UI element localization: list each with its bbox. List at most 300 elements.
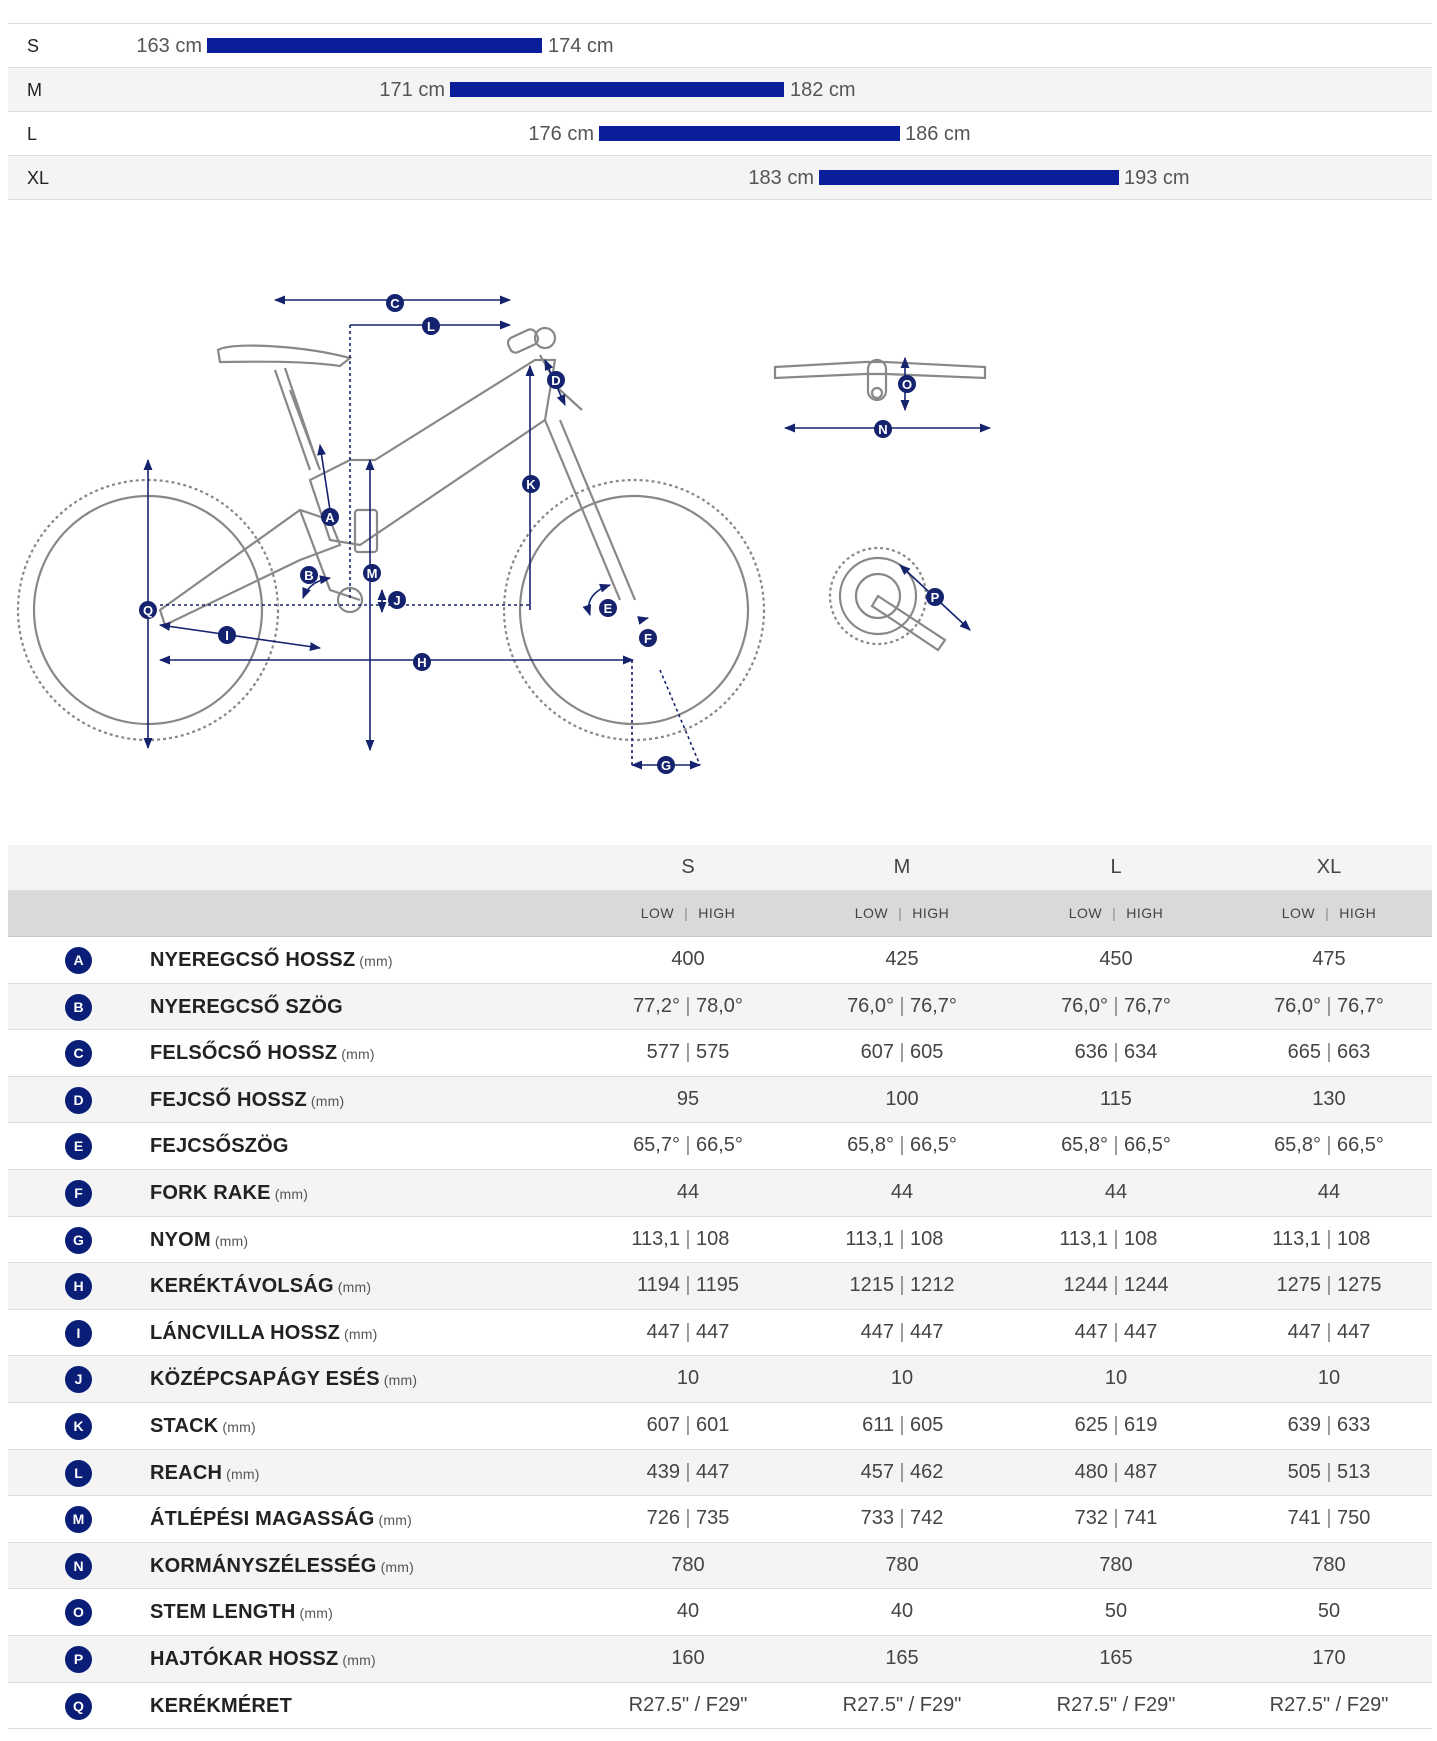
row-key-badge: C bbox=[65, 1040, 92, 1067]
single-value: 475 bbox=[1312, 948, 1346, 970]
low-value: 76,0° bbox=[1061, 994, 1108, 1017]
table-cell bbox=[796, 1030, 1008, 1075]
separator: | bbox=[1113, 1320, 1119, 1343]
high-value: 447 bbox=[696, 1320, 730, 1343]
svg-text:F: F bbox=[644, 631, 652, 646]
parameter-label: KORMÁNYSZÉLESSÉG bbox=[150, 1554, 377, 1577]
low-value: 457 bbox=[860, 1460, 894, 1483]
svg-text:J: J bbox=[393, 593, 401, 608]
row-key-badge: B bbox=[65, 994, 92, 1021]
parameter-name bbox=[150, 1089, 344, 1112]
row-key-badge: O bbox=[65, 1599, 92, 1626]
parameter-unit: (mm) bbox=[214, 1232, 249, 1249]
single-value: 100 bbox=[885, 1087, 919, 1110]
table-row bbox=[8, 1403, 1432, 1450]
table-low-high-header: LOW | HIGH LOW | HIGH LOW | HIGH LOW | HIGH bbox=[8, 891, 1432, 937]
parameter-label: KERÉKTÁVOLSÁG bbox=[150, 1275, 334, 1298]
single-value: 780 bbox=[1312, 1553, 1346, 1576]
row-key-badge: E bbox=[65, 1133, 92, 1160]
low-value: 65,7° bbox=[633, 1134, 680, 1157]
single-value: 400 bbox=[671, 948, 705, 970]
size-label: L bbox=[27, 124, 38, 144]
low-value: 577 bbox=[646, 1041, 680, 1064]
low-value: 113,1 bbox=[631, 1227, 680, 1250]
svg-text:B: B bbox=[304, 568, 314, 583]
low-value: 439 bbox=[646, 1460, 680, 1483]
badge-p bbox=[926, 588, 944, 606]
high-value: 462 bbox=[910, 1460, 944, 1483]
table-cell bbox=[582, 1589, 794, 1634]
row-key-badge: Q bbox=[65, 1693, 92, 1720]
parameter-name bbox=[150, 1229, 248, 1252]
table-row bbox=[8, 1683, 1432, 1730]
single-value: 44 bbox=[676, 1180, 700, 1203]
single-value: 95 bbox=[676, 1087, 700, 1110]
parameter-label: LÁNCVILLA HOSSZ bbox=[150, 1321, 341, 1344]
low-value: 625 bbox=[1074, 1413, 1108, 1436]
low-value: 447 bbox=[1287, 1320, 1321, 1343]
parameter-label: STACK bbox=[150, 1414, 219, 1437]
low-value: 639 bbox=[1287, 1413, 1321, 1436]
svg-text:L: L bbox=[427, 319, 435, 334]
parameter-label: FORK RAKE bbox=[150, 1181, 271, 1204]
parameter-label: FEJCSŐ HOSSZ bbox=[150, 1088, 307, 1111]
parameter-unit: (mm) bbox=[226, 1465, 260, 1482]
height-range-bar bbox=[207, 38, 542, 53]
size-row-l bbox=[8, 112, 1432, 156]
table-cell bbox=[796, 1356, 1008, 1401]
table-size-header bbox=[8, 845, 1432, 891]
badge-d bbox=[547, 371, 565, 389]
badge-b bbox=[300, 566, 318, 584]
high-value: 575 bbox=[696, 1041, 730, 1064]
size-header-xl: XL bbox=[1316, 856, 1342, 878]
table-cell bbox=[1010, 1450, 1222, 1495]
row-key-badge: F bbox=[65, 1180, 92, 1207]
table-cell bbox=[582, 1636, 794, 1681]
table-row bbox=[8, 1543, 1432, 1590]
badge-g bbox=[657, 756, 675, 774]
table-cell bbox=[796, 1496, 1008, 1541]
low-value: 113,1 bbox=[1272, 1227, 1321, 1250]
table-row bbox=[8, 1170, 1432, 1217]
high-value: 1195 bbox=[696, 1274, 740, 1297]
high-value: 108 bbox=[1124, 1227, 1158, 1250]
parameter-unit: (mm) bbox=[383, 1372, 418, 1389]
parameter-label: NYEREGCSŐ HOSSZ bbox=[150, 949, 356, 971]
separator: | bbox=[685, 1460, 691, 1483]
table-row bbox=[8, 1636, 1432, 1683]
separator: | bbox=[1326, 1134, 1332, 1157]
height-range-bar bbox=[819, 170, 1119, 185]
table-row bbox=[8, 1356, 1432, 1403]
high-value: 741 bbox=[1124, 1507, 1158, 1530]
parameter-name bbox=[150, 949, 393, 972]
separator: | bbox=[685, 1134, 691, 1157]
row-key-badge: L bbox=[65, 1460, 92, 1487]
low-value: 607 bbox=[860, 1041, 894, 1064]
high-value: 619 bbox=[1124, 1413, 1158, 1436]
low-value: 76,0° bbox=[1274, 994, 1321, 1017]
high-value: 108 bbox=[910, 1227, 944, 1250]
parameter-name bbox=[150, 1695, 292, 1718]
separator: | bbox=[685, 1227, 691, 1250]
row-key-badge: J bbox=[65, 1366, 92, 1393]
height-max: 182 cm bbox=[790, 79, 856, 101]
single-value: 40 bbox=[890, 1600, 914, 1623]
low-value: 726 bbox=[646, 1507, 680, 1530]
high-value: 108 bbox=[696, 1227, 730, 1250]
single-value: R27.5" / F29" bbox=[628, 1693, 748, 1716]
parameter-unit: (mm) bbox=[359, 953, 393, 969]
high-value: 447 bbox=[696, 1460, 730, 1483]
table-cell bbox=[796, 1636, 1008, 1681]
badge-e bbox=[599, 599, 617, 617]
high-value: 66,5° bbox=[1337, 1134, 1384, 1157]
table-cell bbox=[1223, 1310, 1435, 1355]
table-row bbox=[8, 1310, 1432, 1357]
main-frame bbox=[310, 360, 555, 545]
high-value: 76,7° bbox=[1337, 994, 1384, 1017]
table-row bbox=[8, 1589, 1432, 1636]
separator: | bbox=[1326, 1041, 1332, 1064]
table-body bbox=[8, 937, 1432, 1729]
separator: | bbox=[1113, 1134, 1119, 1157]
table-cell bbox=[1223, 1543, 1435, 1588]
svg-text:M: M bbox=[366, 566, 378, 581]
low-value: 741 bbox=[1287, 1507, 1321, 1530]
table-cell bbox=[1010, 1636, 1222, 1681]
table-cell bbox=[582, 1263, 794, 1308]
row-key-badge: A bbox=[65, 947, 92, 974]
low-value: 732 bbox=[1074, 1507, 1108, 1530]
high-value: 750 bbox=[1337, 1507, 1371, 1530]
saddle bbox=[218, 346, 350, 366]
separator: | bbox=[1326, 1227, 1332, 1250]
high-value: 735 bbox=[696, 1507, 730, 1530]
table-cell bbox=[1223, 1403, 1435, 1448]
separator: | bbox=[1326, 1320, 1332, 1343]
row-key-badge: D bbox=[65, 1087, 92, 1114]
row-key-badge: G bbox=[65, 1227, 92, 1254]
parameter-label: NYOM bbox=[150, 1228, 211, 1251]
table-cell bbox=[582, 1310, 794, 1355]
parameter-name bbox=[150, 1042, 375, 1065]
table-cell bbox=[1223, 1263, 1435, 1308]
table-cell bbox=[1223, 1683, 1435, 1728]
separator: | bbox=[899, 1507, 905, 1530]
bike-geometry-diagram bbox=[0, 250, 1437, 820]
parameter-label: REACH bbox=[150, 1461, 223, 1484]
parameter-unit: (mm) bbox=[344, 1325, 378, 1342]
low-value: 65,8° bbox=[1061, 1134, 1108, 1157]
parameter-label: KÖZÉPCSAPÁGY ESÉS bbox=[150, 1368, 380, 1391]
low-value: 113,1 bbox=[1059, 1227, 1108, 1250]
single-value: 130 bbox=[1312, 1087, 1346, 1110]
parameter-name bbox=[150, 1275, 371, 1298]
table-row bbox=[8, 984, 1432, 1031]
bike-outline bbox=[18, 327, 985, 740]
low-value: 113,1 bbox=[845, 1227, 894, 1250]
low-value: 447 bbox=[1074, 1320, 1108, 1343]
low-value: 636 bbox=[1074, 1041, 1108, 1064]
separator: | bbox=[1113, 1460, 1119, 1483]
table-cell bbox=[582, 1450, 794, 1495]
rider-height-chart bbox=[8, 23, 1432, 200]
low-value: 607 bbox=[646, 1413, 680, 1436]
row-key-badge: P bbox=[65, 1646, 92, 1673]
low-value: 76,0° bbox=[847, 994, 894, 1017]
separator: | bbox=[899, 1134, 905, 1157]
single-value: 50 bbox=[1317, 1600, 1341, 1623]
single-value: 50 bbox=[1104, 1600, 1128, 1623]
table-cell bbox=[582, 1217, 794, 1262]
single-value: 40 bbox=[676, 1600, 700, 1623]
table-cell bbox=[796, 1123, 1008, 1168]
separator: | bbox=[1326, 1274, 1332, 1297]
low-value: 1244 bbox=[1063, 1274, 1108, 1297]
separator: | bbox=[1113, 1507, 1119, 1530]
low-value: 65,8° bbox=[1274, 1134, 1321, 1157]
table-cell bbox=[1010, 984, 1222, 1029]
size-label: XL bbox=[27, 168, 50, 188]
badge-j bbox=[388, 591, 406, 609]
table-row bbox=[8, 937, 1432, 984]
size-row-m bbox=[8, 68, 1432, 112]
table-cell bbox=[1010, 1496, 1222, 1541]
parameter-name bbox=[150, 1368, 417, 1391]
separator: | bbox=[899, 994, 905, 1017]
single-value: 450 bbox=[1099, 948, 1133, 970]
table-cell bbox=[1223, 937, 1435, 982]
low-value: 447 bbox=[860, 1320, 894, 1343]
table-cell bbox=[1010, 1263, 1222, 1308]
high-value: 78,0° bbox=[696, 994, 743, 1017]
high-value: 601 bbox=[696, 1413, 730, 1436]
height-max: 186 cm bbox=[905, 123, 971, 145]
single-value: 170 bbox=[1312, 1646, 1346, 1669]
table-cell bbox=[1010, 1030, 1222, 1075]
parameter-unit: (mm) bbox=[222, 1418, 256, 1435]
parameter-unit: (mm) bbox=[378, 1512, 412, 1529]
high-value: 513 bbox=[1337, 1460, 1371, 1483]
high-value: 1212 bbox=[910, 1274, 955, 1297]
table-cell bbox=[582, 1077, 794, 1122]
low-value: 1215 bbox=[849, 1274, 894, 1297]
low-value: 1194 bbox=[636, 1274, 680, 1297]
separator: | bbox=[1326, 1413, 1332, 1436]
row-key-badge: N bbox=[65, 1553, 92, 1580]
high-value: 742 bbox=[910, 1507, 944, 1530]
badge-q bbox=[139, 601, 157, 619]
size-header-l: L bbox=[1110, 856, 1122, 878]
low-value: 611 bbox=[862, 1413, 894, 1436]
single-value: R27.5" / F29" bbox=[1056, 1693, 1176, 1716]
table-cell bbox=[1223, 1356, 1435, 1401]
table-cell bbox=[582, 1543, 794, 1588]
parameter-label: STEM LENGTH bbox=[150, 1601, 296, 1624]
table-row bbox=[8, 1263, 1432, 1310]
low-value: 77,2° bbox=[633, 994, 680, 1017]
svg-text:D: D bbox=[551, 373, 561, 388]
single-value: 780 bbox=[885, 1553, 919, 1576]
size-row-s bbox=[8, 23, 1432, 68]
single-value: 10 bbox=[676, 1367, 700, 1390]
low-value: 480 bbox=[1074, 1460, 1108, 1483]
single-value: R27.5" / F29" bbox=[1269, 1693, 1389, 1716]
height-min: 171 cm bbox=[379, 79, 445, 101]
height-min: 176 cm bbox=[528, 123, 594, 145]
badge-m bbox=[363, 564, 381, 582]
svg-text:I: I bbox=[225, 628, 229, 643]
high-value: 1244 bbox=[1124, 1274, 1169, 1297]
height-max: 174 cm bbox=[548, 35, 614, 57]
low-value: 1275 bbox=[1276, 1274, 1321, 1297]
high-value: 66,5° bbox=[696, 1134, 743, 1157]
low-value: 505 bbox=[1287, 1460, 1321, 1483]
table-cell bbox=[1223, 1636, 1435, 1681]
parameter-label: KERÉKMÉRET bbox=[150, 1694, 293, 1717]
badge-o bbox=[898, 375, 916, 393]
table-cell bbox=[796, 1170, 1008, 1215]
high-value: 605 bbox=[910, 1041, 944, 1064]
table-row bbox=[8, 1217, 1432, 1264]
table-cell bbox=[796, 1683, 1008, 1728]
separator: | bbox=[685, 1320, 691, 1343]
geometry-table bbox=[8, 845, 1432, 1729]
table-row bbox=[8, 1450, 1432, 1497]
table-cell bbox=[796, 1310, 1008, 1355]
high-value: 76,7° bbox=[1124, 994, 1171, 1017]
svg-text:K: K bbox=[526, 477, 536, 492]
height-range-bar bbox=[450, 82, 784, 97]
table-cell bbox=[1010, 1123, 1222, 1168]
table-row bbox=[8, 1077, 1432, 1124]
high-value: 76,7° bbox=[910, 994, 957, 1017]
high-value: 66,5° bbox=[1124, 1134, 1171, 1157]
table-cell bbox=[1223, 1030, 1435, 1075]
table-cell bbox=[1223, 1170, 1435, 1215]
table-cell bbox=[1010, 1543, 1222, 1588]
separator: | bbox=[1326, 1507, 1332, 1530]
low-value: 65,8° bbox=[847, 1134, 894, 1157]
parameter-unit: (mm) bbox=[310, 1092, 345, 1109]
table-cell bbox=[1223, 1123, 1435, 1168]
parameter-unit: (mm) bbox=[341, 1046, 375, 1063]
separator: | bbox=[685, 1507, 691, 1530]
single-value: 425 bbox=[885, 948, 919, 970]
parameter-name bbox=[150, 996, 343, 1019]
table-cell bbox=[796, 984, 1008, 1029]
svg-text:A: A bbox=[325, 510, 335, 525]
svg-text:C: C bbox=[390, 296, 400, 311]
svg-text:E: E bbox=[603, 601, 613, 616]
table-cell bbox=[1010, 1170, 1222, 1215]
high-value: 447 bbox=[1337, 1320, 1371, 1343]
table-cell bbox=[796, 1217, 1008, 1262]
high-value: 633 bbox=[1337, 1413, 1371, 1436]
single-value: 165 bbox=[1099, 1646, 1133, 1669]
separator: | bbox=[1113, 1041, 1119, 1064]
parameter-label: HAJTÓKAR HOSSZ bbox=[150, 1647, 339, 1670]
table-cell bbox=[1010, 1356, 1222, 1401]
separator: | bbox=[1113, 1274, 1119, 1297]
high-value: 447 bbox=[910, 1320, 944, 1343]
badge-a bbox=[321, 508, 339, 526]
badge-f bbox=[639, 629, 657, 647]
parameter-label: NYEREGCSŐ SZÖG bbox=[150, 995, 343, 1018]
separator: | bbox=[1113, 1413, 1119, 1436]
table-cell bbox=[1010, 1310, 1222, 1355]
parameter-name bbox=[150, 1601, 333, 1624]
table-cell bbox=[796, 1403, 1008, 1448]
badge-h bbox=[413, 653, 431, 671]
row-key-badge: M bbox=[65, 1506, 92, 1533]
separator: | bbox=[899, 1041, 905, 1064]
table-cell bbox=[582, 1496, 794, 1541]
svg-text:N: N bbox=[878, 422, 888, 437]
table-cell bbox=[1010, 1077, 1222, 1122]
measurement-lines bbox=[148, 300, 990, 765]
parameter-unit: (mm) bbox=[342, 1651, 376, 1668]
separator: | bbox=[899, 1460, 905, 1483]
low-value: 447 bbox=[646, 1320, 680, 1343]
table-cell bbox=[582, 1123, 794, 1168]
table-cell bbox=[582, 937, 794, 982]
table-row bbox=[8, 1123, 1432, 1170]
parameter-label: FEJCSŐSZÖG bbox=[150, 1135, 289, 1158]
table-cell bbox=[796, 937, 1008, 982]
high-value: 1275 bbox=[1337, 1274, 1382, 1297]
table-cell bbox=[582, 984, 794, 1029]
single-value: 10 bbox=[1317, 1367, 1341, 1390]
parameter-name bbox=[150, 1462, 260, 1485]
table-cell bbox=[582, 1170, 794, 1215]
parameter-name bbox=[150, 1135, 289, 1158]
separator: | bbox=[685, 1274, 691, 1297]
high-value: 605 bbox=[910, 1413, 944, 1436]
single-value: 160 bbox=[671, 1646, 705, 1669]
separator: | bbox=[1326, 1460, 1332, 1483]
single-value: 10 bbox=[1104, 1367, 1128, 1390]
table-cell bbox=[1223, 1589, 1435, 1634]
table-cell bbox=[1010, 1683, 1222, 1728]
table-cell bbox=[796, 1077, 1008, 1122]
single-value: 44 bbox=[1104, 1180, 1128, 1203]
single-value: 10 bbox=[890, 1367, 914, 1390]
separator: | bbox=[685, 994, 691, 1017]
table-cell bbox=[1010, 1589, 1222, 1634]
separator: | bbox=[685, 1413, 691, 1436]
row-key-badge: K bbox=[65, 1413, 92, 1440]
height-range-bar bbox=[599, 126, 900, 141]
table-cell bbox=[796, 1263, 1008, 1308]
handlebar-detail bbox=[775, 362, 985, 378]
table-cell bbox=[1010, 937, 1222, 982]
parameter-unit: (mm) bbox=[274, 1185, 309, 1202]
separator: | bbox=[899, 1227, 905, 1250]
fork bbox=[545, 420, 635, 600]
table-cell bbox=[1223, 1077, 1435, 1122]
size-header-s: S bbox=[681, 856, 695, 878]
table-cell bbox=[1223, 1450, 1435, 1495]
parameter-name bbox=[150, 1322, 377, 1345]
separator: | bbox=[899, 1320, 905, 1343]
badge-n bbox=[874, 420, 892, 438]
table-cell bbox=[1010, 1217, 1222, 1262]
separator: | bbox=[899, 1274, 905, 1297]
svg-text:O: O bbox=[901, 377, 913, 392]
